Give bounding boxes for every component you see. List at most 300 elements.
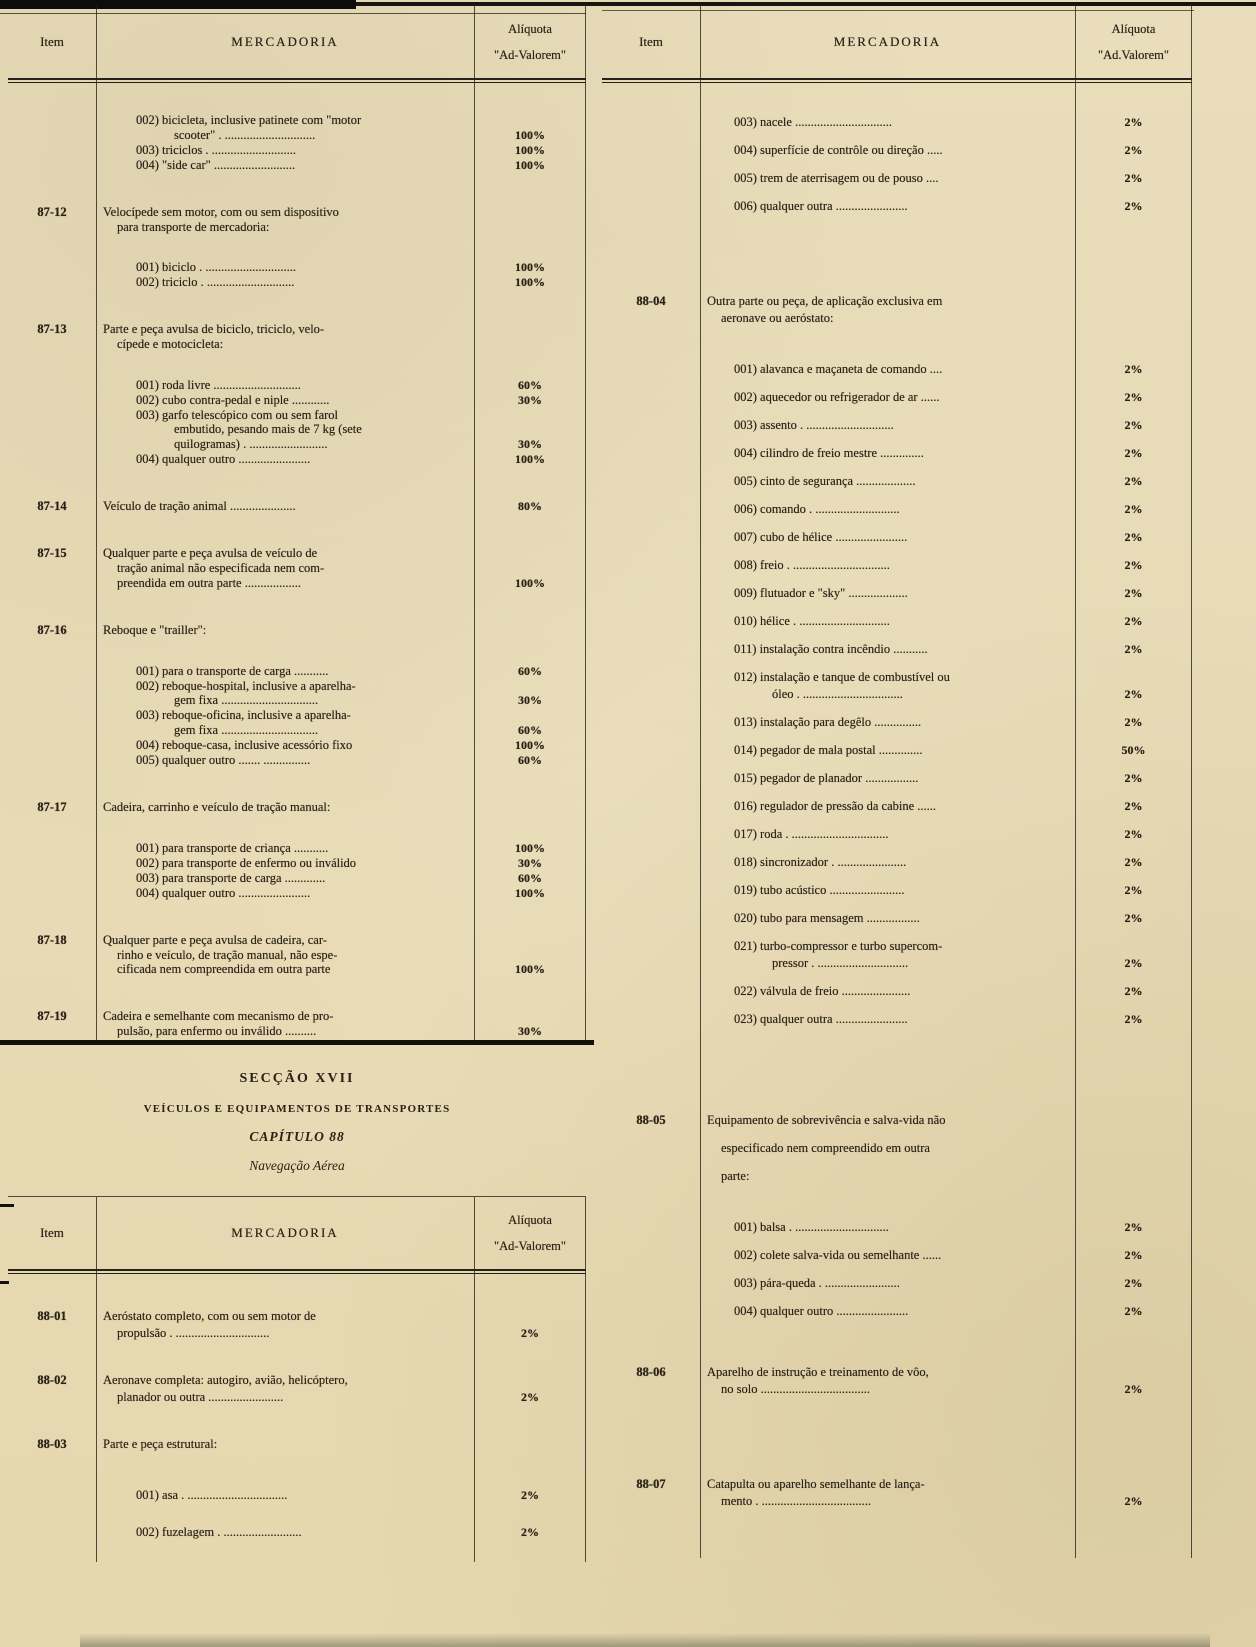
aliquota-value: 2% [1124,642,1143,656]
table-row [602,558,1192,573]
aliquota-value: 2% [521,1488,539,1502]
header-aliquota-line1: Alíquota [508,21,552,36]
aliquota-value: 100% [515,575,545,590]
table-row [8,886,586,901]
tariff-table-ch88-right [602,6,1192,1558]
table-right-edge-line [585,1197,586,1562]
table-row [602,1113,1192,1128]
aliquota-value: 100% [515,275,545,290]
table-row [602,1141,1192,1156]
table-row [8,546,586,561]
tariff-item-block [8,322,586,467]
table-row [8,1024,586,1039]
header-mercadoria: MERCADORIA [833,34,942,49]
mercadoria-text: óleo . ................................ [772,687,903,701]
mercadoria-text: 001) para transporte de criança ........... [136,840,329,855]
table-row [602,670,1192,685]
mercadoria-text: 023) qualquer outra ....................... [734,1012,908,1026]
table-body [602,83,1192,1509]
aliquota-value: 2% [1124,558,1143,572]
item-code: 88-05 [636,1113,666,1127]
tariff-item-block [602,1113,1192,1319]
table-row [8,856,586,871]
table-row [602,474,1192,489]
mercadoria-text: 006) comando . ........................... [734,502,900,516]
aliquota-value: 30% [518,855,542,870]
mercadoria-text: 002) cubo contra-pedal e niple ............ [136,392,330,407]
tariff-table-ch87 [8,6,586,1040]
tariff-item-block [8,205,586,291]
table-row [8,561,586,576]
item-code: 87-17 [37,799,67,814]
table-row [8,1436,586,1453]
aliquota-value: 2% [1124,418,1143,432]
aliquota-value: 2% [521,1525,539,1539]
tariff-item-block [8,1009,586,1039]
mercadoria-text: 010) hélice . ............................. [734,614,890,628]
aliquota-value: 2% [1124,1276,1143,1290]
chapter-subtitle: Navegação Aérea [249,1158,345,1173]
tariff-item-block [8,1436,586,1541]
aliquota-value: 2% [521,1390,539,1404]
table-row [8,275,586,290]
table-row [602,1012,1192,1027]
mercadoria-text: Parte e peça estrutural: [103,1437,218,1451]
item-code: 88-04 [636,294,666,308]
mercadoria-text: 004) qualquer outro ....................... [734,1304,909,1318]
mercadoria-text: 002) triciclo . ............................ [136,275,295,290]
aliquota-value: 2% [1124,1220,1143,1234]
table-row [8,437,586,452]
mercadoria-text: propulsão . .............................. [117,1326,270,1340]
aliquota-value: 2% [1124,911,1143,925]
aliquota-value: 100% [515,127,545,142]
table-row [8,800,586,815]
mercadoria-text: 002) fuzelagem . ......................... [136,1525,302,1539]
item-code: 87-13 [37,322,67,337]
aliquota-value: 30% [518,1024,542,1039]
table-row [602,984,1192,999]
table-row [602,115,1192,130]
table-row [8,1372,586,1389]
tariff-item-block [8,499,586,514]
table-row [8,378,586,393]
aliquota-value: 30% [518,436,542,451]
mercadoria-text: 022) válvula de freio ...................... [734,984,911,998]
mercadoria-text: 003) nacele ............................... [734,115,892,129]
mercadoria-text: Aeróstato completo, com ou sem motor de [103,1309,316,1323]
tariff-item-block [8,1308,586,1342]
table-row [8,871,586,886]
table-row [602,1477,1192,1492]
aliquota-value: 2% [1124,502,1143,516]
table-row [602,687,1192,702]
aliquota-value: 2% [1124,1012,1143,1026]
mercadoria-text: 004) superfície de contrôle ou direção ..... [734,143,943,157]
aliquota-value: 2% [1124,984,1143,998]
mercadoria-text: gem fixa ............................... [174,693,319,708]
mercadoria-text: Qualquer parte e peça avulsa de veículo de [103,545,318,560]
mercadoria-text: Cadeira e semelhante com mecanismo de pro- [103,1009,334,1024]
mercadoria-text: embutido, pesando mais de 7 kg (sete [174,422,362,437]
table-row [8,322,586,337]
mercadoria-text: aeronave ou aeróstato: [721,311,834,325]
header-aliquota-line2: "Ad-Valorem" [494,1238,566,1253]
aliquota-value: 100% [515,737,545,752]
mercadoria-text: Veículo de tração animal ..................... [103,498,296,513]
mercadoria-text: 011) instalação contra incêndio ........... [734,642,928,656]
mercadoria-text: Cadeira, carrinho e veículo de tração manual: [103,799,331,814]
table-row [8,205,586,220]
aliquota-value: 2% [1124,1382,1143,1396]
table-row [8,708,586,723]
mercadoria-text: 004) "side car" .......................... [136,157,296,172]
column-divider-line [96,1197,97,1562]
mercadoria-text: 003) para transporte de carga ............. [136,870,326,885]
mercadoria-text: 004) reboque-casa, inclusive acessório fixo [136,737,353,752]
tariff-item-block [8,1372,586,1406]
table-header [8,1197,586,1269]
aliquota-value: 2% [1124,883,1143,897]
table-row [8,220,586,235]
table-row [8,422,586,437]
tariff-item-block [602,1365,1192,1397]
table-row [602,418,1192,433]
table-row [602,362,1192,377]
tariff-item-block [8,623,586,768]
aliquota-value: 60% [518,663,542,678]
column-divider-line [474,1197,475,1562]
aliquota-value: 100% [515,142,545,157]
table-right-edge-line [1191,6,1192,1558]
table-row [602,294,1192,309]
item-code: 87-16 [37,622,67,637]
table-row [8,723,586,738]
mercadoria-text: planador ou outra ........................ [117,1390,284,1404]
item-code: 87-12 [37,204,67,219]
table-row [602,502,1192,517]
mercadoria-text: 014) pegador de mala postal .............. [734,743,923,757]
mercadoria-text: 003) reboque-oficina, inclusive a aparelha- [136,708,351,723]
tariff-item-block [8,113,586,173]
aliquota-value: 2% [1124,614,1143,628]
tariff-item-block [602,1477,1192,1509]
table-row [602,1304,1192,1319]
mercadoria-text: 008) freio . ............................... [734,558,890,572]
item-code: 88-01 [37,1309,67,1323]
section-subtitle: VEÍCULOS E EQUIPAMENTOS DE TRANSPORTES [143,1103,451,1115]
mercadoria-text: Reboque e "trailler": [103,622,207,637]
table-body [8,1274,586,1541]
table-row [602,883,1192,898]
item-code: 87-14 [37,498,67,513]
mercadoria-text: parte: [721,1169,750,1183]
aliquota-value: 2% [1124,586,1143,600]
left-column [8,6,586,1562]
mercadoria-text: 004) qualquer outro ....................... [136,451,311,466]
mercadoria-text: gem fixa ............................... [174,722,319,737]
mercadoria-text: 020) tubo para mensagem ................. [734,911,920,925]
mercadoria-text: 004) qualquer outro ....................... [136,885,311,900]
mercadoria-text: no solo ................................... [721,1382,870,1396]
aliquota-value: 2% [1124,446,1143,460]
table-row [8,158,586,173]
table-row [8,738,586,753]
mercadoria-text: 004) cilindro de freio mestre .............. [734,446,924,460]
table-row [602,1220,1192,1235]
aliquota-value: 2% [1124,474,1143,488]
mercadoria-text: 005) trem de aterrisagem ou de pouso .... [734,171,939,185]
right-column [602,6,1192,1558]
tariff-item-block [8,933,586,978]
aliquota-value: 100% [515,962,545,977]
mercadoria-text: 018) sincronizador . ...................... [734,855,907,869]
table-row [602,743,1192,758]
header-aliquota [1075,6,1192,78]
table-row [602,171,1192,186]
mercadoria-text: 017) roda . ............................... [734,827,889,841]
mercadoria-text: 012) instalação e tanque de combustível ou [734,670,950,684]
aliquota-value: 60% [518,722,542,737]
aliquota-value: 2% [1124,956,1143,970]
table-body [8,83,586,1039]
tariff-item-block [8,800,586,901]
table-row [8,1524,586,1541]
header-aliquota [474,6,586,78]
aliquota-value: 100% [515,840,545,855]
mercadoria-text: Catapulta ou aparelho semelhante de lança- [707,1477,925,1491]
mercadoria-text: para transporte de mercadoria: [117,219,270,234]
table-row [602,715,1192,730]
mercadoria-text: 002) bicicleta, inclusive patinete com "motor [136,113,362,127]
table-row [8,113,586,128]
mercadoria-text: 001) para o transporte de carga ........... [136,663,329,678]
column-divider-line [700,6,701,1558]
mercadoria-text: 005) qualquer outro ....... ............... [136,752,311,767]
item-code: 87-19 [37,1009,67,1024]
table-bottom-rule [0,1040,594,1045]
mercadoria-text: 005) cinto de segurança ................... [734,474,916,488]
mercadoria-text: 003) pára-queda . ........................ [734,1276,900,1290]
table-row [602,956,1192,971]
table-row [8,1325,586,1342]
table-row [602,311,1192,326]
tariff-table-ch88-left [8,1196,586,1562]
mercadoria-text: 001) balsa . .............................. [734,1220,889,1234]
aliquota-value: 60% [518,752,542,767]
table-row [8,499,586,514]
mercadoria-text: Outra parte ou peça, de aplicação exclusiva em [707,294,943,308]
header-aliquota-line2: "Ad.Valorem" [1098,47,1169,62]
mercadoria-text: Aeronave completa: autogiro, avião, helicóptero, [103,1373,348,1387]
header-item: Item [40,1225,64,1240]
header-aliquota-line2: "Ad-Valorem" [494,47,566,62]
mercadoria-text: 003) triciclos . ........................... [136,142,297,157]
mercadoria-text: pressor . ............................. [772,956,909,970]
item-code: 88-02 [37,1373,67,1387]
mercadoria-text: Qualquer parte e peça avulsa de cadeira, car- [103,932,327,947]
aliquota-value: 100% [515,885,545,900]
aliquota-value: 2% [521,1326,539,1340]
mercadoria-text: 001) biciclo . ............................. [136,260,297,275]
table-row [602,1365,1192,1380]
aliquota-value: 2% [1124,171,1143,185]
table-row [8,623,586,638]
table-row [602,1276,1192,1291]
header-aliquota [474,1197,586,1269]
aliquota-value: 2% [1124,1494,1143,1508]
mercadoria-text: 002) para transporte de enfermo ou inválido [136,855,357,870]
mercadoria-text: 013) instalação para degêlo ............... [734,715,922,729]
table-row [8,143,586,158]
tariff-item-block [602,294,1192,1027]
mercadoria-text: mento . ................................... [721,1494,871,1508]
table-row [8,1308,586,1325]
aliquota-value: 2% [1124,1304,1143,1318]
tariff-item-block [8,546,586,591]
aliquota-value: 2% [1124,771,1143,785]
table-row [602,1169,1192,1184]
mercadoria-text: cificada nem compreendida em outra parte [117,962,331,977]
header-mercadoria: MERCADORIA [231,34,339,49]
aliquota-value: 2% [1124,687,1143,701]
mercadoria-text: 001) asa . ................................ [136,1488,288,1502]
aliquota-value: 2% [1124,827,1143,841]
mercadoria-text: 016) regulador de pressão da cabine ...... [734,799,937,813]
table-row [8,962,586,977]
table-row [602,1494,1192,1509]
mercadoria-text: tração animal não especificada nem com- [117,560,325,575]
mercadoria-text: preendida em outra parte .................. [117,575,301,590]
mercadoria-text: 021) turbo-compressor e turbo supercom- [734,939,943,953]
table-row [8,679,586,694]
item-code: 88-07 [636,1477,666,1491]
table-row [602,939,1192,954]
section-title: SECÇÃO XVII [239,1071,355,1086]
aliquota-value: 2% [1124,115,1143,129]
table-row [8,452,586,467]
table-row [602,827,1192,842]
aliquota-value: 2% [1124,799,1143,813]
mercadoria-text: 001) roda livre ............................ [136,377,301,392]
mercadoria-text: rinho e veículo, de tração manual, não espe- [117,947,338,962]
table-row [8,260,586,275]
page-bottom-smudge [80,1633,1210,1647]
aliquota-value: 100% [515,260,545,275]
table-row [8,408,586,423]
column-divider-line [1075,6,1076,1558]
header-aliquota-line1: Alíquota [508,1212,552,1227]
table-row [602,855,1192,870]
table-row [602,390,1192,405]
aliquota-value: 100% [515,157,545,172]
mercadoria-text: 001) alavanca e maçaneta de comando .... [734,362,943,376]
aliquota-value: 60% [518,377,542,392]
table-row [8,753,586,768]
table-row [8,1009,586,1024]
aliquota-value: 2% [1124,1248,1143,1262]
aliquota-value: 2% [1124,530,1143,544]
mercadoria-text: 019) tubo acústico ........................ [734,883,905,897]
mercadoria-text: 003) assento . ............................ [734,418,894,432]
table-row [602,614,1192,629]
table-row [8,841,586,856]
table-row [8,693,586,708]
aliquota-value: 80% [518,498,542,513]
table-row [602,799,1192,814]
aliquota-value: 60% [518,870,542,885]
table-row [602,1248,1192,1263]
item-code: 87-15 [37,545,67,560]
mercadoria-text: Parte e peça avulsa de biciclo, triciclo, velo- [103,322,325,337]
header-mercadoria: MERCADORIA [231,1225,339,1240]
tariff-item-block [602,115,1192,214]
table-row [8,664,586,679]
mercadoria-text: especificado nem compreendido em outra [721,1141,930,1155]
mercadoria-text: scooter" . ............................. [174,127,316,142]
header-item: Item [40,34,64,49]
table-row [8,1389,586,1406]
item-code: 87-18 [37,932,67,947]
aliquota-value: 2% [1124,143,1143,157]
mercadoria-text: 002) reboque-hospital, inclusive a aparelha- [136,678,356,693]
table-header [8,6,586,78]
table-row [8,576,586,591]
table-row [8,1487,586,1504]
mercadoria-text: 002) colete salva-vida ou semelhante ...... [734,1248,942,1262]
table-row [602,771,1192,786]
mercadoria-text: pulsão, para enfermo ou inválido .......... [117,1024,317,1039]
table-row [8,128,586,143]
mercadoria-text: 009) flutuador e "sky" ................... [734,586,908,600]
mercadoria-text: 006) qualquer outra ....................... [734,199,908,213]
item-code: 88-06 [636,1365,666,1379]
aliquota-value: 2% [1124,199,1143,213]
item-code: 88-03 [37,1437,67,1451]
aliquota-value: 2% [1124,855,1143,869]
mercadoria-text: Aparelho de instrução e treinamento de vôo, [707,1365,929,1379]
table-row [602,143,1192,158]
aliquota-value: 50% [1121,743,1146,757]
column-divider-line [474,6,475,1040]
aliquota-value: 2% [1124,715,1143,729]
section-heading-block [8,1071,586,1174]
table-row [8,933,586,948]
table-header [602,6,1192,78]
table-row [602,1382,1192,1397]
table-row [8,948,586,963]
table-row [602,642,1192,657]
aliquota-value: 30% [518,392,542,407]
column-divider-line [96,6,97,1040]
mercadoria-text: 002) aquecedor ou refrigerador de ar ...... [734,390,940,404]
mercadoria-text: Velocípede sem motor, com ou sem dispositivo [103,204,339,219]
header-item: Item [639,34,663,49]
mercadoria-text: quilogramas) . ......................... [174,436,328,451]
mercadoria-text: Equipamento de sobrevivência e salva-vida não [707,1113,946,1127]
mercadoria-text: cípede e motocicleta: [117,337,224,352]
mercadoria-text: 007) cubo de hélice ....................... [734,530,908,544]
table-row [8,337,586,352]
aliquota-value: 2% [1124,390,1143,404]
header-aliquota-line1: Alíquota [1111,21,1156,36]
table-row [8,393,586,408]
aliquota-value: 30% [518,693,542,708]
table-row [602,446,1192,461]
table-right-edge-line [585,6,586,1040]
table-row [602,199,1192,214]
mercadoria-text: 015) pegador de planador ................. [734,771,919,785]
